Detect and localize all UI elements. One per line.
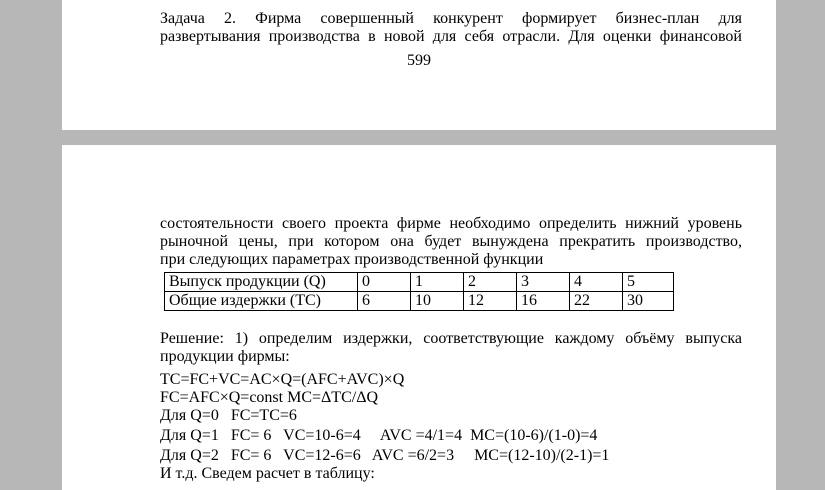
solution-text (160, 330, 742, 366)
task-line-2: развертывания производства в новой для себя отрасли. Для оценки финансовой (160, 28, 742, 45)
table-cell: Выпуск продукции (Q) (165, 273, 358, 292)
table-cell: 10 (411, 292, 464, 311)
task-text (160, 10, 742, 46)
table-cell: 1 (411, 273, 464, 292)
closing-line: И т.д. Сведем расчет в таблицу: (160, 465, 375, 482)
table-cell: 3 (517, 273, 570, 292)
calc-q1: Для Q=1 FC= 6 VC=10-6=4 AVC =4/1=4 MC=(10-6)/(1-0)=4 (160, 427, 598, 444)
solution-line-1: Решение: 1) определим издержки, соответствующие каждому объёму выпуска (160, 330, 742, 347)
table-row (165, 273, 674, 292)
table-cell: 16 (517, 292, 570, 311)
table-cell: 4 (570, 273, 623, 292)
document-page-bottom (62, 145, 776, 490)
intro-text (160, 215, 742, 269)
formula-tc: TC=FC+VC=AC×Q=(AFC+AVC)×Q (160, 371, 405, 388)
solution-line-2: продукции фирмы: (160, 348, 290, 365)
intro-line-3: при следующих параметрах производственной функции (160, 251, 544, 268)
table-cell: 5 (623, 273, 674, 292)
calc-q2: Для Q=2 FC= 6 VC=12-6=6 AVC =6/2=3 MC=(12-10)/(2-1)=1 (160, 447, 610, 464)
table-cell: 30 (623, 292, 674, 311)
formula-fc: FC=AFC×Q=const MC=ΔTC/ΔQ (160, 389, 379, 406)
intro-line-1: состоятельности своего проекта фирме необходимо определить нижний уровень (160, 215, 742, 232)
document-page-top (62, 0, 776, 130)
task-line-1: Задача 2. Фирма совершенный конкурент формирует бизнес-план для (160, 10, 742, 27)
intro-line-2: рыночной цены, при котором она будет вынуждена прекратить производство, (160, 233, 742, 250)
table-cell: 22 (570, 292, 623, 311)
table-cell: 12 (464, 292, 517, 311)
cost-table (164, 272, 674, 311)
table-cell: 6 (358, 292, 411, 311)
table-cell: 2 (464, 273, 517, 292)
table-cell: Общие издержки (TC) (165, 292, 358, 311)
table-row (165, 292, 674, 311)
page-number: 599 (407, 52, 431, 69)
calc-q0: Для Q=0 FC=TC=6 (160, 407, 297, 424)
table-cell: 0 (358, 273, 411, 292)
